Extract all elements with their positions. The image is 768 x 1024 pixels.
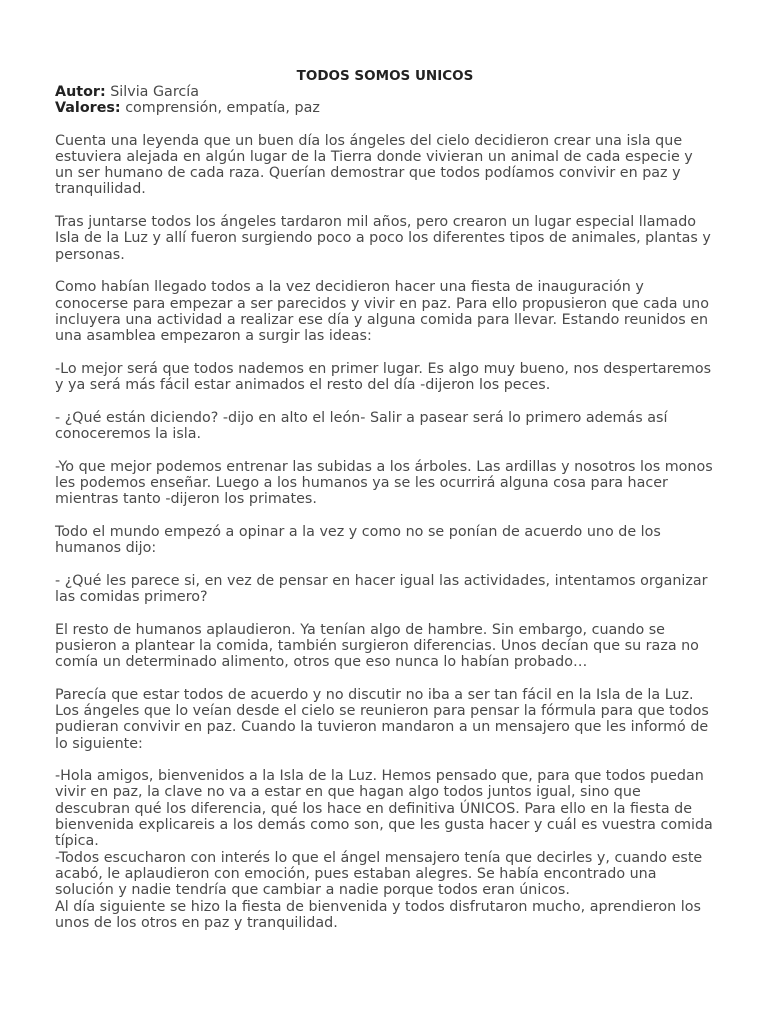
values-line <box>55 100 715 116</box>
paragraph-13: Al día siguiente se hizo la fiesta de bienvenida y todos disfrutaron mucho, aprendieron los unos de los otros en paz y tranquilidad. <box>55 898 701 931</box>
paragraph-5: - ¿Qué están diciendo? -dijo en alto el león- Salir a pasear será lo primero además así conoceremos la isla. <box>55 409 668 442</box>
paragraph-4: -Lo mejor será que todos nademos en primer lugar. Es algo muy bueno, nos despertaremos y ya será más fácil estar animados el resto del día -dijeron los peces. <box>55 360 712 394</box>
values-value: comprensión, empatía, paz <box>125 100 320 117</box>
story-body <box>55 133 715 932</box>
paragraph-3: Como habían llegado todos a la vez decidieron hacer una fiesta de inauguración y conocerse para empezar a ser parecidos y vivir en paz. Para ello propusieron que cada uno incluyera una actividad a realizar ese día y alguna comida para llevar. Estando reunidos en una asamblea empezaron a surgir las ideas: <box>55 279 709 345</box>
document-title: TODOS SOMOS UNICOS <box>296 68 474 84</box>
author-label: Autor: <box>55 84 106 100</box>
paragraph-7: Todo el mundo empezó a opinar a la vez y como no se ponían de acuerdo uno de los humanos dijo: <box>55 523 661 557</box>
author-line <box>55 84 715 100</box>
paragraph-11: -Hola amigos, bienvenidos a la Isla de la Luz. Hemos pensado que, para que todos puedan vivir en paz, la clave no va a estar en que hagan algo todos juntos igual, sino que descubran qué los diferencia, qué los hace en definitiva ÚNICOS. Para ello en la fiesta de bienvenida explicareis a los demás como son, que les gusta hacer y cuál es vuestra comida típica. <box>55 768 713 850</box>
author-value: Silvia García <box>110 84 199 100</box>
paragraph-8: - ¿Qué les parece si, en vez de pensar en hacer igual las actividades, intentamos organizar las comidas primero? <box>55 572 708 605</box>
paragraph-6: -Yo que mejor podemos entrenar las subidas a los árboles. Las ardillas y nosotros los monos les podemos enseñar. Luego a los humanos ya se les ocurrirá alguna cosa para hacer mientras tanto -dijeron los primates. <box>55 458 713 508</box>
paragraph-12: -Todos escucharon con interés lo que el ángel mensajero tenía que decirles y, cuando este acabó, le aplaudieron con emoción, pues estaban alegres. Se había encontrado una solución y nadie tendría que cambiar a nadie porque todos eran únicos. <box>55 849 703 899</box>
values-label: Valores: <box>55 100 121 117</box>
paragraph-1: Cuenta una leyenda que un buen día los ángeles del cielo decidieron crear una isla que estuviera alejada en algún lugar de la Tierra donde vivieran un animal de cada especie y un ser humano de cada raza. Querían demostrar que todos podíamos convivir en paz y tranquilidad. <box>55 132 693 198</box>
document-page <box>55 68 715 931</box>
paragraph-10: Parecía que estar todos de acuerdo y no discutir no iba a ser tan fácil en la Isla de la Luz. Los ángeles que lo veían desde el cielo se reunieron para pensar la fórmula para que todos pudieran convivir en paz. Cuando la tuvieron mandaron a un mensajero que les informó de lo siguiente: <box>55 686 709 752</box>
paragraph-2: Tras juntarse todos los ángeles tardaron mil años, pero crearon un lugar especial llamado Isla de la Luz y allí fueron surgiendo poco a poco los diferentes tipos de animales, plantas y personas. <box>55 214 711 263</box>
paragraph-9: El resto de humanos aplaudieron. Ya tenían algo de hambre. Sin embargo, cuando se pusieron a plantear la comida, también surgieron diferencias. Unos decían que su raza no comía un determinado alimento, otros que eso nunca lo habían probado… <box>55 621 699 671</box>
